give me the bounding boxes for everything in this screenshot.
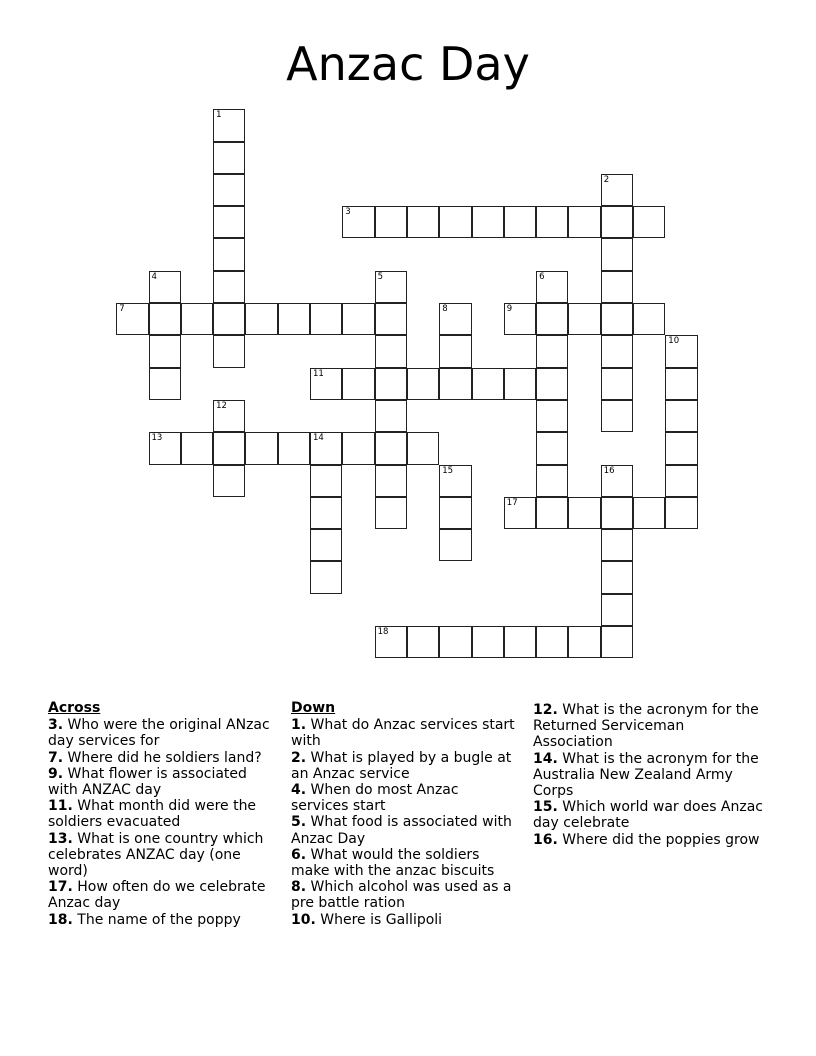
grid-cell[interactable]: [439, 465, 471, 497]
clue-number-label: 12.: [533, 702, 558, 718]
grid-cell[interactable]: [504, 497, 536, 529]
clue-text: What is played by a bugle at an Anzac service: [291, 749, 512, 782]
grid-cell[interactable]: [601, 529, 633, 561]
grid-cell[interactable]: [472, 368, 504, 400]
clue-number: 9: [506, 304, 513, 314]
clue-number-label: 3.: [48, 717, 64, 734]
grid-cell[interactable]: [601, 271, 633, 303]
grid-cell[interactable]: [310, 303, 342, 335]
grid-cell[interactable]: [536, 368, 568, 400]
grid-cell[interactable]: [568, 303, 600, 335]
clue-number: 12: [216, 400, 227, 411]
grid-cell[interactable]: [439, 497, 471, 529]
clue-number: 1: [216, 110, 222, 121]
grid-cell[interactable]: [504, 206, 536, 238]
grid-cell[interactable]: [601, 206, 633, 238]
clue-text: What is the acronym for the Australia New Zealand Army Corps: [533, 750, 759, 800]
clue-text: Where did the poppies grow: [557, 831, 760, 848]
clue-item: [48, 766, 280, 798]
grid-cell[interactable]: [536, 465, 568, 497]
clue-number: 2: [603, 174, 610, 185]
grid-cell[interactable]: [375, 432, 407, 464]
grid-cell[interactable]: [665, 335, 697, 367]
grid-cell[interactable]: [407, 206, 439, 238]
grid-cell[interactable]: [116, 303, 148, 335]
clue-text: Where is Gallipoli: [315, 911, 443, 928]
clue-number-label: 11.: [48, 798, 73, 815]
clue-item: [291, 879, 519, 911]
clue-number: 16: [603, 465, 615, 476]
grid-cell[interactable]: [213, 174, 245, 206]
grid-cell[interactable]: [439, 368, 471, 400]
grid-cell[interactable]: [213, 109, 245, 141]
clue-text: Which alcohol was used as a pre battle ration: [291, 879, 512, 912]
grid-cell[interactable]: [665, 368, 697, 400]
grid-cell[interactable]: [536, 206, 568, 238]
clue-number-label: 14.: [533, 750, 558, 767]
grid-cell[interactable]: [310, 368, 342, 400]
grid-cell[interactable]: [310, 432, 342, 464]
grid-cell[interactable]: [375, 368, 407, 400]
clue-number: 10: [668, 336, 680, 347]
clue-item: [48, 912, 280, 928]
clue-number-label: 18.: [48, 911, 73, 928]
clue-number: 8: [442, 304, 448, 314]
clue-item: [533, 702, 765, 751]
clue-item: [533, 751, 765, 800]
grid-cell[interactable]: [342, 206, 374, 238]
clue-number-label: 2.: [291, 749, 307, 766]
grid-cell[interactable]: [472, 206, 504, 238]
grid-cell[interactable]: [633, 497, 665, 529]
grid-cell[interactable]: [439, 529, 471, 561]
grid-cell[interactable]: [601, 368, 633, 400]
grid-cell[interactable]: [375, 206, 407, 238]
grid-cell[interactable]: [439, 626, 471, 658]
clue-item: [291, 847, 519, 879]
clue-number-label: 13.: [48, 830, 73, 847]
grid-cell[interactable]: [213, 432, 245, 464]
clue-number: 4: [151, 271, 157, 282]
grid-cell[interactable]: [536, 335, 568, 367]
grid-cell[interactable]: [310, 529, 342, 561]
clue-number: 14: [313, 433, 324, 444]
grid-cell[interactable]: [665, 400, 697, 432]
grid-cell[interactable]: [568, 206, 600, 238]
clue-number: 17: [506, 497, 518, 508]
grid-cell[interactable]: [181, 432, 213, 464]
across-heading: Across: [48, 700, 101, 716]
clue-item: [533, 832, 765, 848]
grid-cell[interactable]: [601, 561, 633, 593]
clue-text: What is the acronym for the Returned Serviceman Association: [533, 702, 759, 751]
grid-cell[interactable]: [149, 271, 181, 303]
grid-cell[interactable]: [213, 271, 245, 303]
grid-cell[interactable]: [278, 303, 310, 335]
clue-number-label: 8.: [291, 879, 307, 896]
clue-text: What flower is associated with ANZAC day: [48, 765, 247, 799]
grid-cell[interactable]: [536, 303, 568, 335]
grid-cell[interactable]: [407, 432, 439, 464]
grid-cell[interactable]: [375, 303, 407, 335]
clue-text: What do Anzac services start with: [291, 717, 515, 750]
grid-cell[interactable]: [601, 174, 633, 206]
grid-cell[interactable]: [213, 206, 245, 238]
clue-item: [48, 750, 280, 766]
grid-cell[interactable]: [439, 206, 471, 238]
grid-cell[interactable]: [375, 271, 407, 303]
grid-cell[interactable]: [278, 432, 310, 464]
clue-item: [48, 798, 280, 830]
grid-cell[interactable]: [568, 626, 600, 658]
clue-item: [533, 799, 765, 831]
clue-item: [291, 912, 519, 928]
grid-cell[interactable]: [601, 465, 633, 497]
clue-number: 15: [442, 465, 454, 476]
grid-cell[interactable]: [504, 368, 536, 400]
clue-item: [291, 750, 519, 782]
grid-cell[interactable]: [407, 626, 439, 658]
clue-text: Which world war does Anzac day celebrate: [533, 799, 764, 832]
grid-cell[interactable]: [213, 400, 245, 432]
clue-number: 7: [119, 304, 125, 314]
grid-cell[interactable]: [536, 626, 568, 658]
clue-text: What would the soldiers make with the anzac biscuits: [291, 846, 495, 880]
grid-cell[interactable]: [213, 303, 245, 335]
clue-number-label: 4.: [291, 782, 307, 799]
grid-cell[interactable]: [407, 368, 439, 400]
grid-cell[interactable]: [213, 238, 245, 270]
clue-number-label: 9.: [48, 765, 64, 782]
grid-cell[interactable]: [245, 303, 277, 335]
grid-cell[interactable]: [536, 400, 568, 432]
clue-number: 18: [377, 627, 389, 637]
clue-text: Who were the original ANzac day services for: [48, 717, 270, 750]
clue-number-label: 6.: [291, 846, 307, 863]
grid-cell[interactable]: [665, 497, 697, 529]
clue-item: [48, 831, 280, 880]
clue-number-label: 17.: [48, 879, 73, 896]
clue-item: [291, 717, 519, 749]
grid-cell[interactable]: [342, 303, 374, 335]
down-clues: [291, 700, 519, 928]
grid-cell[interactable]: [213, 335, 245, 367]
clue-number: 6: [539, 271, 545, 282]
clue-text: The name of the poppy: [72, 911, 241, 928]
grid-cell[interactable]: [504, 303, 536, 335]
grid-cell[interactable]: [213, 465, 245, 497]
grid-cell[interactable]: [375, 400, 407, 432]
clue-number: 13: [151, 433, 163, 444]
clue-item: [291, 782, 519, 814]
grid-cell[interactable]: [536, 497, 568, 529]
grid-cell[interactable]: [375, 335, 407, 367]
grid-cell[interactable]: [342, 368, 374, 400]
clue-item: [291, 814, 519, 846]
grid-cell[interactable]: [245, 432, 277, 464]
grid-cell[interactable]: [601, 594, 633, 626]
clue-text: What is one country which celebrates ANZAC day (one word): [48, 830, 264, 880]
grid-cell[interactable]: [439, 303, 471, 335]
grid-cell[interactable]: [633, 303, 665, 335]
clue-number-label: 1.: [291, 717, 307, 734]
grid-cell[interactable]: [342, 432, 374, 464]
grid-cell[interactable]: [601, 238, 633, 270]
clue-number: 5: [377, 271, 384, 282]
across-clues: [48, 700, 280, 928]
clue-number-label: 5.: [291, 814, 307, 831]
grid-cell[interactable]: [536, 432, 568, 464]
clue-text: How often do we celebrate Anzac day: [48, 879, 266, 912]
clue-text: What month did were the soldiers evacuated: [48, 798, 257, 831]
clue-number: 11: [313, 368, 324, 379]
grid-cell[interactable]: [439, 335, 471, 367]
clue-number-label: 15.: [533, 799, 558, 816]
clue-item: [48, 717, 280, 749]
down-clues-continued: [533, 702, 765, 848]
grid-cell[interactable]: [375, 626, 407, 658]
grid-cell[interactable]: [213, 142, 245, 174]
grid-cell[interactable]: [375, 465, 407, 497]
grid-cell[interactable]: [536, 271, 568, 303]
grid-cell[interactable]: [601, 626, 633, 658]
grid-cell[interactable]: [181, 303, 213, 335]
grid-cell[interactable]: [310, 465, 342, 497]
grid-cell[interactable]: [601, 400, 633, 432]
grid-cell[interactable]: [149, 368, 181, 400]
grid-cell[interactable]: [601, 303, 633, 335]
grid-cell[interactable]: [601, 497, 633, 529]
grid-cell[interactable]: [665, 465, 697, 497]
grid-cell[interactable]: [665, 432, 697, 464]
clue-text: When do most Anzac services start: [291, 782, 459, 815]
grid-cell[interactable]: [568, 497, 600, 529]
grid-cell[interactable]: [375, 497, 407, 529]
grid-cell[interactable]: [149, 432, 181, 464]
clue-number-label: 7.: [48, 749, 64, 766]
clue-number-label: 10.: [291, 911, 316, 928]
grid-cell[interactable]: [310, 497, 342, 529]
clue-item: [48, 879, 280, 911]
grid-cell[interactable]: [472, 626, 504, 658]
grid-cell[interactable]: [310, 561, 342, 593]
clue-text: What food is associated with Anzac Day: [291, 814, 512, 847]
puzzle-title: Anzac Day: [286, 37, 530, 91]
grid-cell[interactable]: [504, 626, 536, 658]
clue-number-label: 16.: [533, 831, 558, 848]
grid-cell[interactable]: [149, 335, 181, 367]
grid-cell[interactable]: [149, 303, 181, 335]
clue-number: 3: [345, 207, 351, 218]
clue-text: Where did he soldiers land?: [63, 749, 262, 766]
down-heading: Down: [291, 700, 336, 716]
grid-cell[interactable]: [633, 206, 665, 238]
grid-cell[interactable]: [601, 335, 633, 367]
